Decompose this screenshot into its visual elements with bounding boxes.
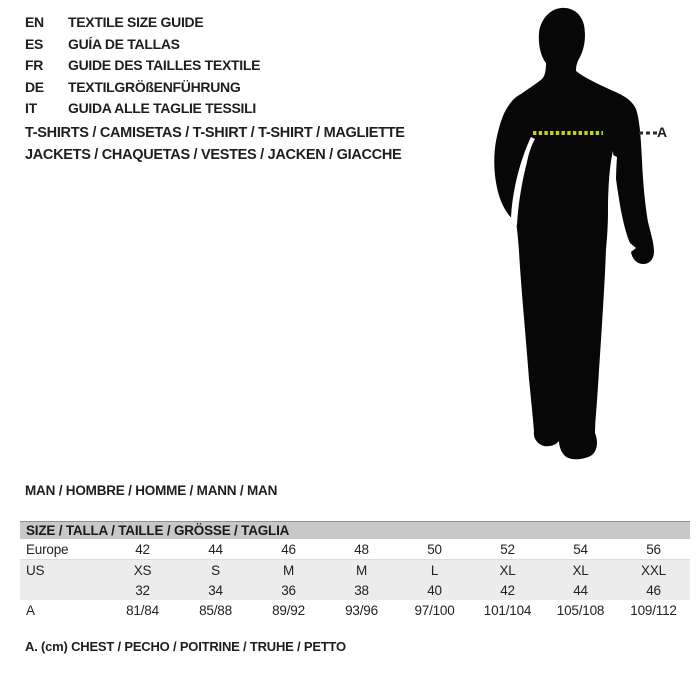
language-row-en (25, 12, 260, 34)
table-cell: XL (544, 560, 617, 581)
table-cell: M (325, 560, 398, 581)
language-code: EN (25, 14, 44, 30)
man-silhouette-figure (470, 0, 700, 470)
section-title-man: MAN / HOMBRE / HOMME / MANN / MAN (25, 483, 278, 498)
table-row-europe (20, 539, 690, 560)
table-cell: 54 (573, 541, 588, 557)
table-cell: 44 (544, 580, 617, 600)
row-label: A (26, 602, 35, 618)
table-row-numeric (20, 580, 690, 600)
table-cell: 93/96 (345, 602, 378, 618)
table-cell: XXL (617, 560, 690, 581)
table-cell: 109/112 (630, 602, 677, 618)
table-cell: 46 (617, 580, 690, 600)
size-table (20, 521, 690, 620)
table-cell: 81/84 (126, 602, 159, 618)
table-cell: 36 (252, 580, 325, 600)
table-cell: 32 (106, 580, 179, 600)
table-cell: XS (106, 560, 179, 581)
language-row-fr (25, 55, 260, 77)
size-table-header: SIZE / TALLA / TAILLE / GRÖSSE / TAGLIA (20, 521, 690, 539)
table-cell: 89/92 (272, 602, 305, 618)
table-cell: 85/88 (199, 602, 232, 618)
man-silhouette (470, 0, 700, 470)
table-cell: 48 (354, 541, 369, 557)
table-cell: S (179, 560, 252, 581)
language-row-es (25, 34, 260, 56)
measure-label-a: A (657, 124, 668, 140)
row-label: US (20, 560, 106, 581)
table-cell: L (398, 560, 471, 581)
language-row-de (25, 77, 260, 99)
table-cell: 101/104 (483, 602, 532, 618)
table-cell: 50 (427, 541, 442, 557)
table-cell: 52 (500, 541, 515, 557)
table-cell: 34 (179, 580, 252, 600)
language-code: FR (25, 57, 44, 74)
size-table-grid (20, 539, 690, 620)
row-label: Europe (26, 541, 69, 557)
table-cell: 56 (646, 541, 661, 557)
language-code: DE (25, 78, 44, 95)
table-cell: 42 (135, 541, 150, 557)
language-row-it (25, 98, 260, 120)
language-title: GUIDE DES TAILLES TEXTILE (68, 57, 261, 74)
language-code: ES (25, 35, 44, 52)
language-title: GUIDA ALLE TAGLIE TESSILI (68, 100, 256, 117)
category-list (25, 122, 405, 166)
table-cell: 38 (325, 580, 398, 600)
table-cell: 105/108 (556, 602, 605, 618)
table-row-chest (20, 600, 690, 620)
language-title: TEXTILGRÖßENFÜHRUNG (68, 78, 241, 95)
table-cell: 44 (208, 541, 223, 557)
language-title: GUÍA DE TALLAS (68, 35, 180, 52)
table-cell: XL (471, 560, 544, 581)
table-cell: 40 (398, 580, 471, 600)
man-silhouette-body (494, 8, 654, 459)
category-tshirts: T-SHIRTS / CAMISETAS / T-SHIRT / T-SHIRT / MAGLIETTE (25, 125, 405, 141)
row-label (20, 580, 106, 600)
language-title: TEXTILE SIZE GUIDE (68, 14, 204, 30)
table-cell: 97/100 (414, 602, 455, 618)
language-code: IT (25, 100, 37, 117)
category-jackets: JACKETS / CHAQUETAS / VESTES / JACKEN / GIACCHE (25, 147, 402, 163)
table-cell: 42 (471, 580, 544, 600)
table-cell: 46 (281, 541, 296, 557)
table-cell: M (252, 560, 325, 581)
language-list (25, 12, 260, 120)
table-row-us (20, 560, 690, 581)
measurement-footnote: A. (cm) CHEST / PECHO / POITRINE / TRUHE / PETTO (25, 639, 346, 654)
